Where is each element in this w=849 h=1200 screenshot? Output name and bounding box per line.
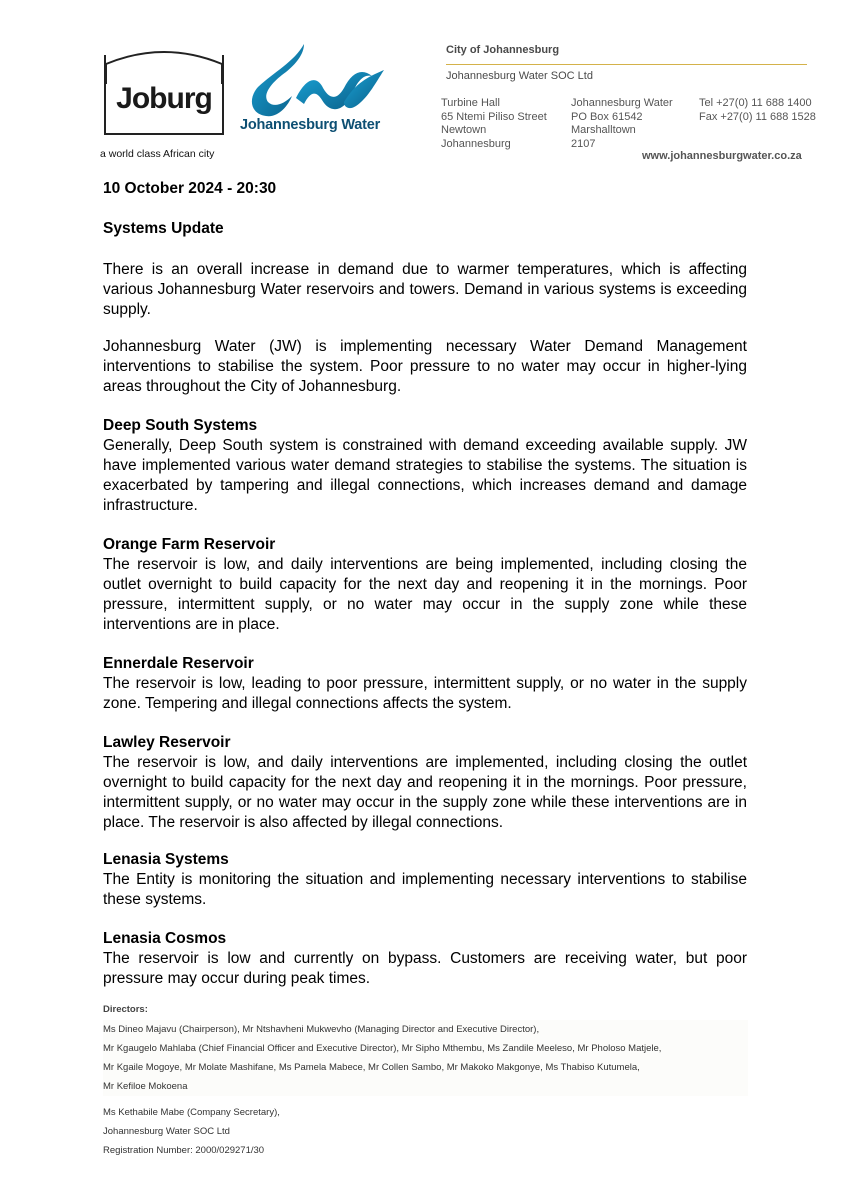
section-lenasia-systems xyxy=(103,850,747,910)
section-text: The Entity is monitoring the situation and implementing necessary interventions to stabilise these systems. xyxy=(103,871,747,908)
johannesburg-water-logo-text: Johannesburg Water xyxy=(240,117,381,133)
postal-address xyxy=(571,97,673,151)
section-orange-farm xyxy=(103,535,747,635)
section-heading: Orange Farm Reservoir xyxy=(103,536,276,553)
section-lenasia-cosmos xyxy=(103,929,747,989)
address-line: Johannesburg xyxy=(441,137,511,150)
address-line: Johannesburg Water xyxy=(571,97,673,109)
section-text: The reservoir is low, and daily interventions are implemented, including closing the outlet overnight to build capacity for the next day and reopening it in the mornings. Poor pressure, intermittent supply, or no water may occur in the supply zone while these interventions are in place. The reservoir is also affected by illegal connections. xyxy=(103,754,747,831)
section-lawley xyxy=(103,733,747,833)
section-heading: Lawley Reservoir xyxy=(103,734,231,751)
section-heading: Lenasia Systems xyxy=(103,851,229,868)
directors-line: Mr Kefiloe Mokoena xyxy=(103,1081,188,1092)
directors-line: Mr Kgaugelo Mahlaba (Chief Financial Officer and Executive Director), Mr Sipho Mthembu, Ms Zandile Meeleso, Mr Pholoso Matjele, xyxy=(103,1043,662,1054)
street-address xyxy=(441,97,547,151)
section-deep-south xyxy=(103,416,747,516)
joburg-logo-wordmark: Joburg xyxy=(116,82,212,115)
company-secretary: Ms Kethabile Mabe (Company Secretary), xyxy=(103,1107,280,1118)
date-time: 10 October 2024 - 20:30 xyxy=(103,180,277,197)
contact-numbers xyxy=(699,97,816,124)
address-line: 65 Ntemi Piliso Street xyxy=(441,110,547,123)
company-entity: Johannesburg Water SOC Ltd xyxy=(103,1126,230,1137)
document-title: Systems Update xyxy=(103,220,224,237)
section-text: The reservoir is low, and daily interventions are being implemented, including closing the outlet overnight to build capacity for the next day and reopening it in the mornings. Poor pressure, intermittent supply, or no water may occur in the supply zone while these interventions are in place. xyxy=(103,556,747,633)
address-line: Turbine Hall xyxy=(441,97,500,109)
address-line: Newtown xyxy=(441,124,487,136)
section-ennerdale xyxy=(103,654,747,714)
registration-number: Registration Number: 2000/029271/30 xyxy=(103,1145,265,1156)
section-heading: Ennerdale Reservoir xyxy=(103,655,254,672)
directors-list xyxy=(103,1020,748,1096)
header-divider xyxy=(446,64,807,65)
entity-name: Johannesburg Water SOC Ltd xyxy=(446,70,593,82)
joburg-tagline: a world class African city xyxy=(100,148,215,160)
directors-line: Mr Kgaile Mogoye, Mr Molate Mashifane, Ms Pamela Mabece, Mr Collen Sambo, Mr Makoko Makgonye, Ms Thabiso Kutumela, xyxy=(103,1062,640,1073)
section-heading: Deep South Systems xyxy=(103,417,258,434)
address-line: 2107 xyxy=(571,137,596,150)
company-details xyxy=(103,1103,280,1160)
fax: Fax +27(0) 11 688 1528 xyxy=(699,110,816,123)
section-heading: Lenasia Cosmos xyxy=(103,930,227,947)
directors-line: Ms Dineo Majavu (Chairperson), Mr Ntshavheni Mukwevho (Managing Director and Executive Director), xyxy=(103,1024,540,1035)
address-line: PO Box 61542 xyxy=(571,110,643,123)
address-line: Marshalltown xyxy=(571,124,636,136)
johannesburg-water-logo-icon xyxy=(244,42,389,120)
website-link[interactable]: www.johannesburgwater.co.za xyxy=(642,150,802,162)
city-name: City of Johannesburg xyxy=(446,44,560,56)
section-text: Generally, Deep South system is constrained with demand exceeding available supply. JW have implemented various water demand strategies to stabilise the systems. The situation is exacerbated by tampering and illegal connections, which increases demand and damage infrastructure. xyxy=(103,437,747,514)
directors-label: Directors: xyxy=(103,1004,148,1015)
telephone: Tel +27(0) 11 688 1400 xyxy=(699,97,812,109)
intro-paragraph: There is an overall increase in demand due to warmer temperatures, which is affecting various Johannesburg Water reservoirs and towers. Demand in various systems is exceeding supply. xyxy=(103,261,747,318)
section-text: The reservoir is low and currently on bypass. Customers are receiving water, but poor pressure may occur during peak times. xyxy=(103,950,747,987)
section-text: The reservoir is low, leading to poor pressure, intermittent supply, or no water in the supply zone. Tempering and illegal connections affects the system. xyxy=(103,675,747,712)
intro-paragraph: Johannesburg Water (JW) is implementing necessary Water Demand Management interventions to stabilise the system. Poor pressure to no water may occur in higher-lying areas throughout the City of Johannesburg. xyxy=(103,338,747,395)
